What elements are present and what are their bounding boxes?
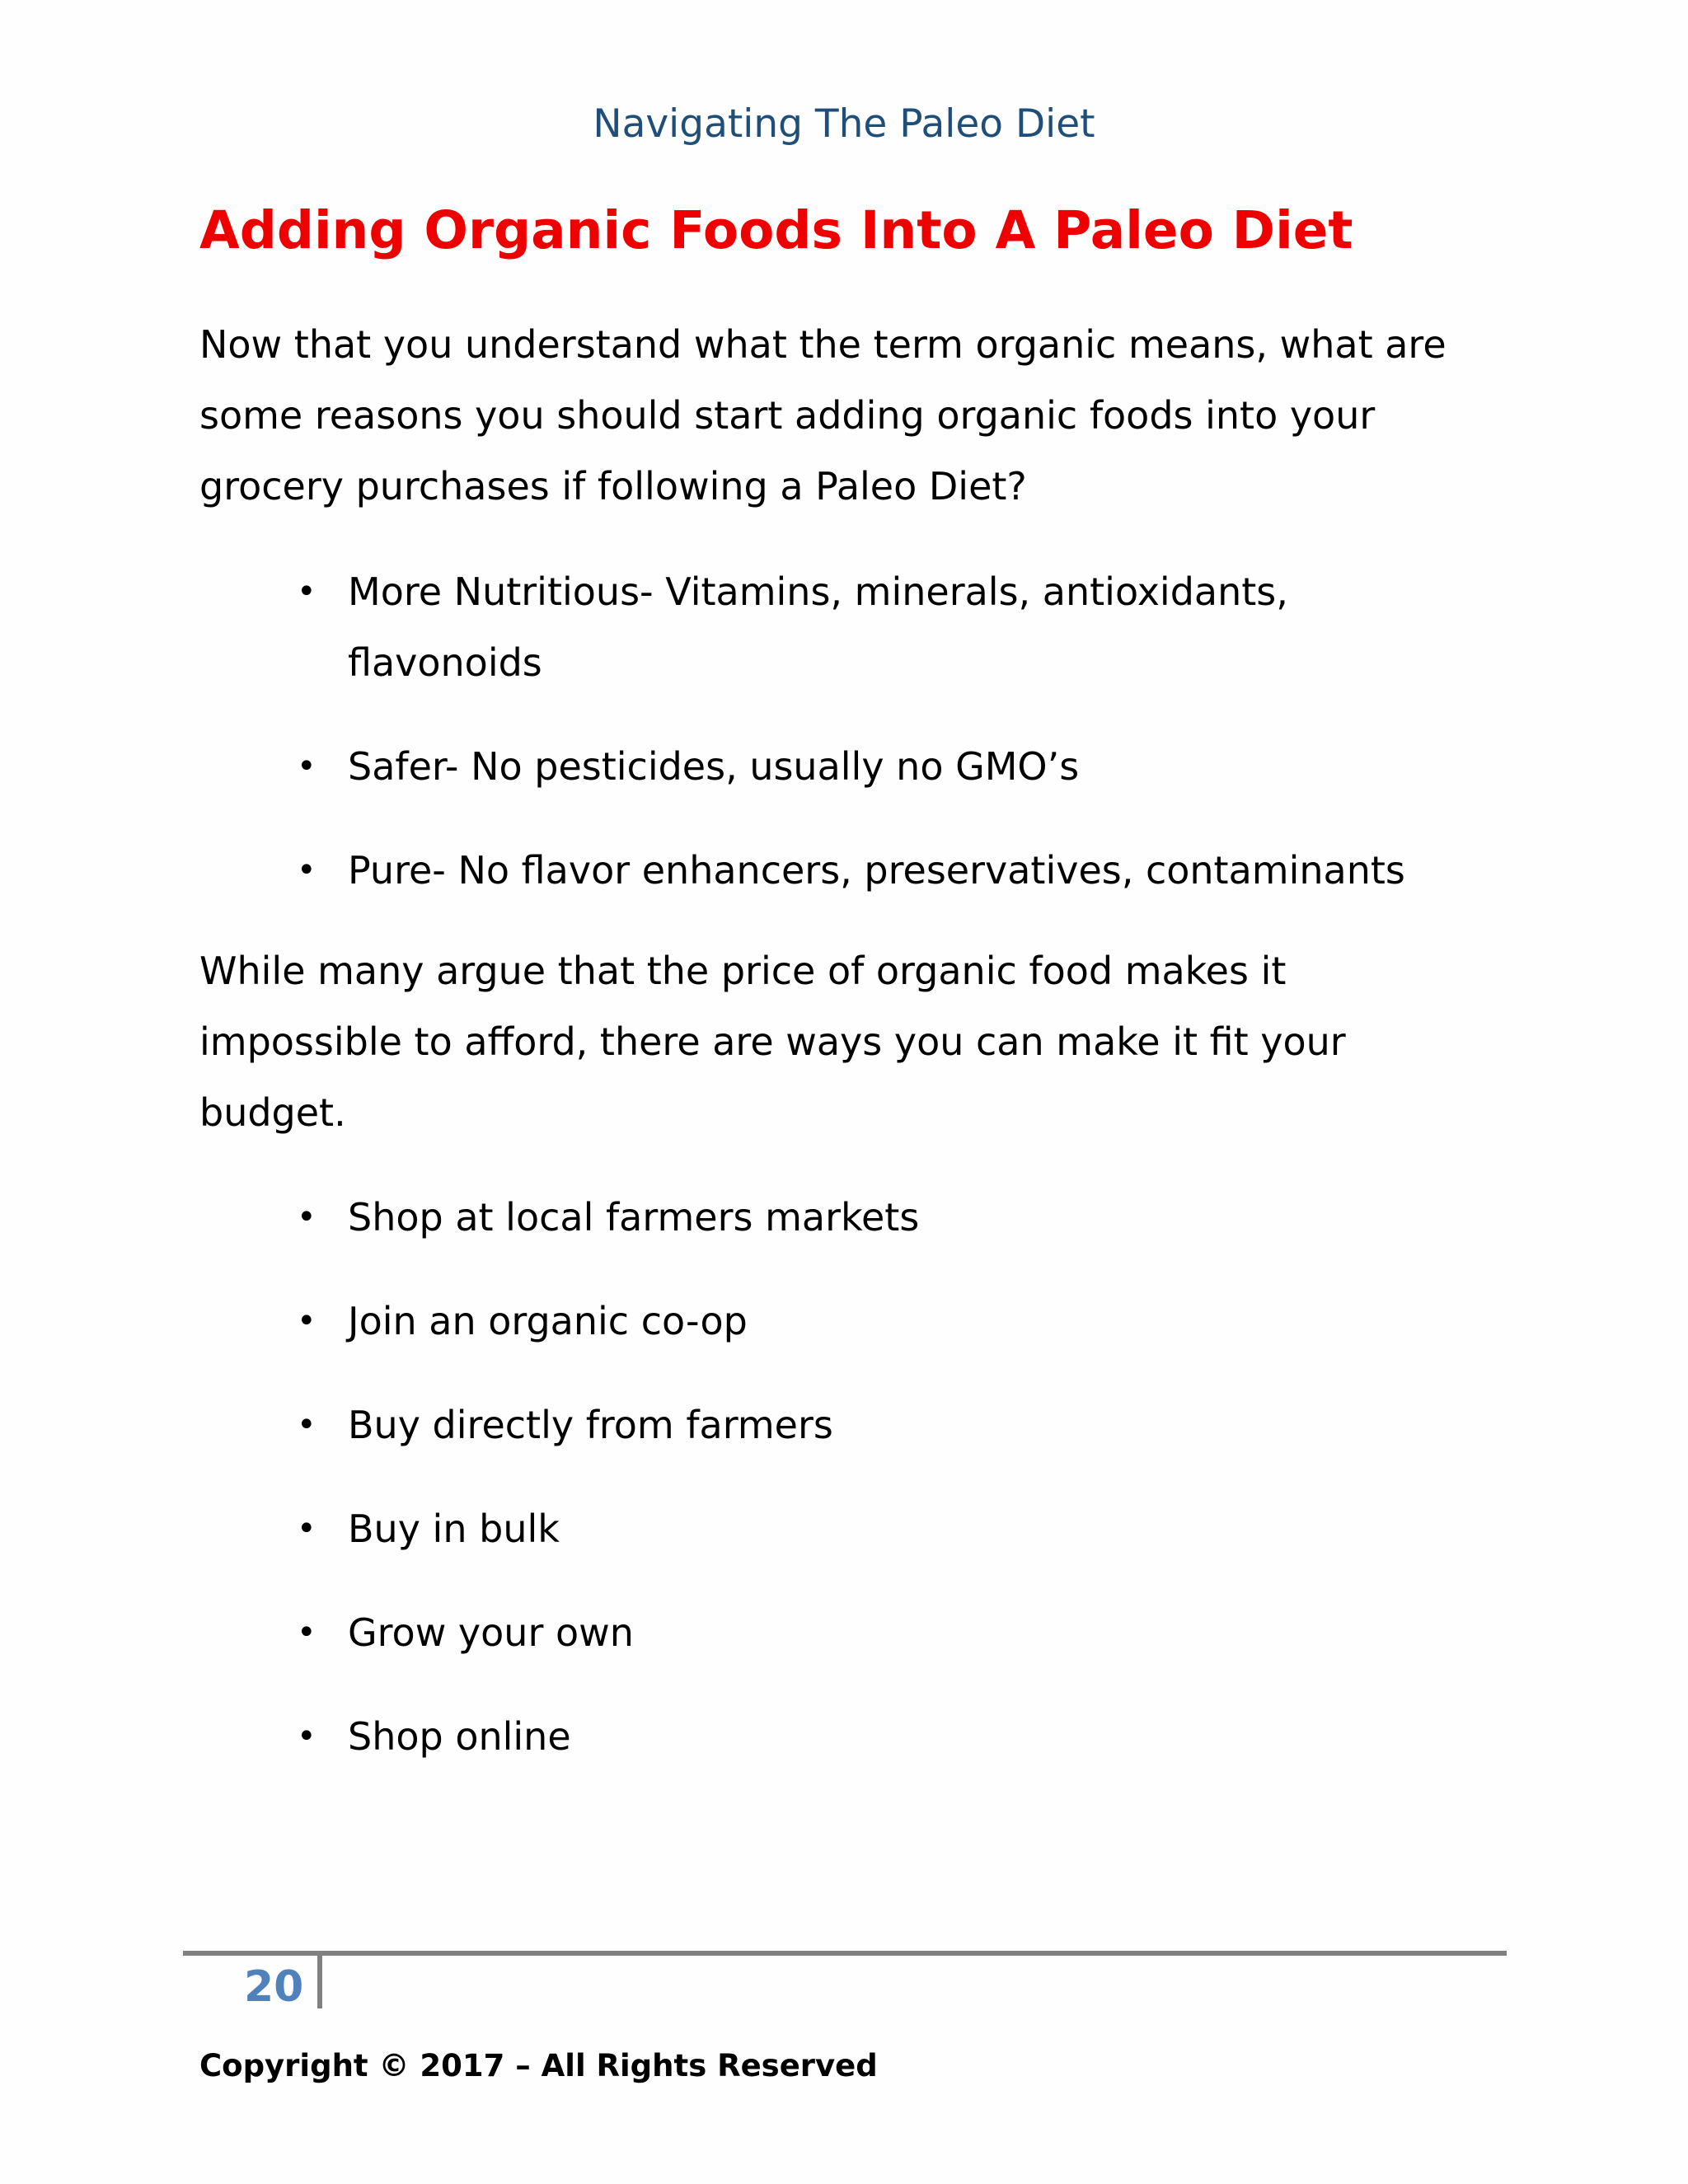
list-item: [297, 1286, 1500, 1357]
bullet-icon: •: [297, 1198, 316, 1236]
bullet-icon: •: [297, 1302, 316, 1340]
budget-line: While many argue that the price of organic food makes it: [199, 949, 1287, 993]
list-item: [297, 1597, 1500, 1668]
budget-paragraph: [199, 935, 1502, 1148]
budget-line: impossible to afford, there are ways you can make it fit your: [199, 1019, 1346, 1064]
footer-rule: [183, 1951, 1507, 1956]
list-item: [297, 731, 1500, 802]
list-item-text: Buy directly from farmers: [348, 1403, 833, 1447]
intro-line: grocery purchases if following a Paleo Diet?: [199, 464, 1027, 509]
list-item: [297, 1182, 1500, 1253]
list-item: [297, 1701, 1500, 1772]
list-item: [297, 556, 1500, 698]
list-item: [297, 1390, 1500, 1460]
page-number: 20: [244, 1962, 304, 2012]
tips-list: [297, 1182, 1500, 1805]
bullet-icon: •: [297, 851, 316, 889]
page-title: Adding Organic Foods Into A Paleo Diet: [199, 200, 1353, 260]
list-item-text: Pure- No flavor enhancers, preservatives, contaminants: [348, 848, 1405, 893]
bullet-icon: •: [297, 573, 316, 611]
list-item: [297, 835, 1500, 906]
list-item: [297, 1493, 1500, 1564]
list-item-text: flavonoids: [348, 640, 542, 685]
intro-line: Now that you understand what the term organic means, what are: [199, 322, 1447, 367]
intro-paragraph: [199, 309, 1502, 522]
bullet-icon: •: [297, 1510, 316, 1548]
bullet-icon: •: [297, 1614, 316, 1652]
bullet-icon: •: [297, 748, 316, 785]
budget-line: budget.: [199, 1090, 346, 1135]
copyright-notice: Copyright © 2017 – All Rights Reserved: [199, 2048, 878, 2083]
list-item-text: Safer- No pesticides, usually no GMO’s: [348, 744, 1080, 789]
bullet-icon: •: [297, 1406, 316, 1444]
list-item-text: Shop online: [348, 1714, 571, 1759]
list-item-text: Buy in bulk: [348, 1507, 560, 1551]
list-item-text: Shop at local farmers markets: [348, 1195, 920, 1240]
list-item-text: More Nutritious- Vitamins, minerals, antioxidants,: [348, 569, 1288, 614]
benefits-list: [297, 556, 1500, 939]
list-item-text: Grow your own: [348, 1610, 634, 1655]
intro-line: some reasons you should start adding organic foods into your: [199, 393, 1376, 438]
list-item-text: Join an organic co-op: [348, 1299, 748, 1343]
bullet-icon: •: [297, 1718, 316, 1755]
page-number-divider: [317, 1956, 322, 2008]
running-header: Navigating The Paleo Diet: [593, 101, 1095, 147]
